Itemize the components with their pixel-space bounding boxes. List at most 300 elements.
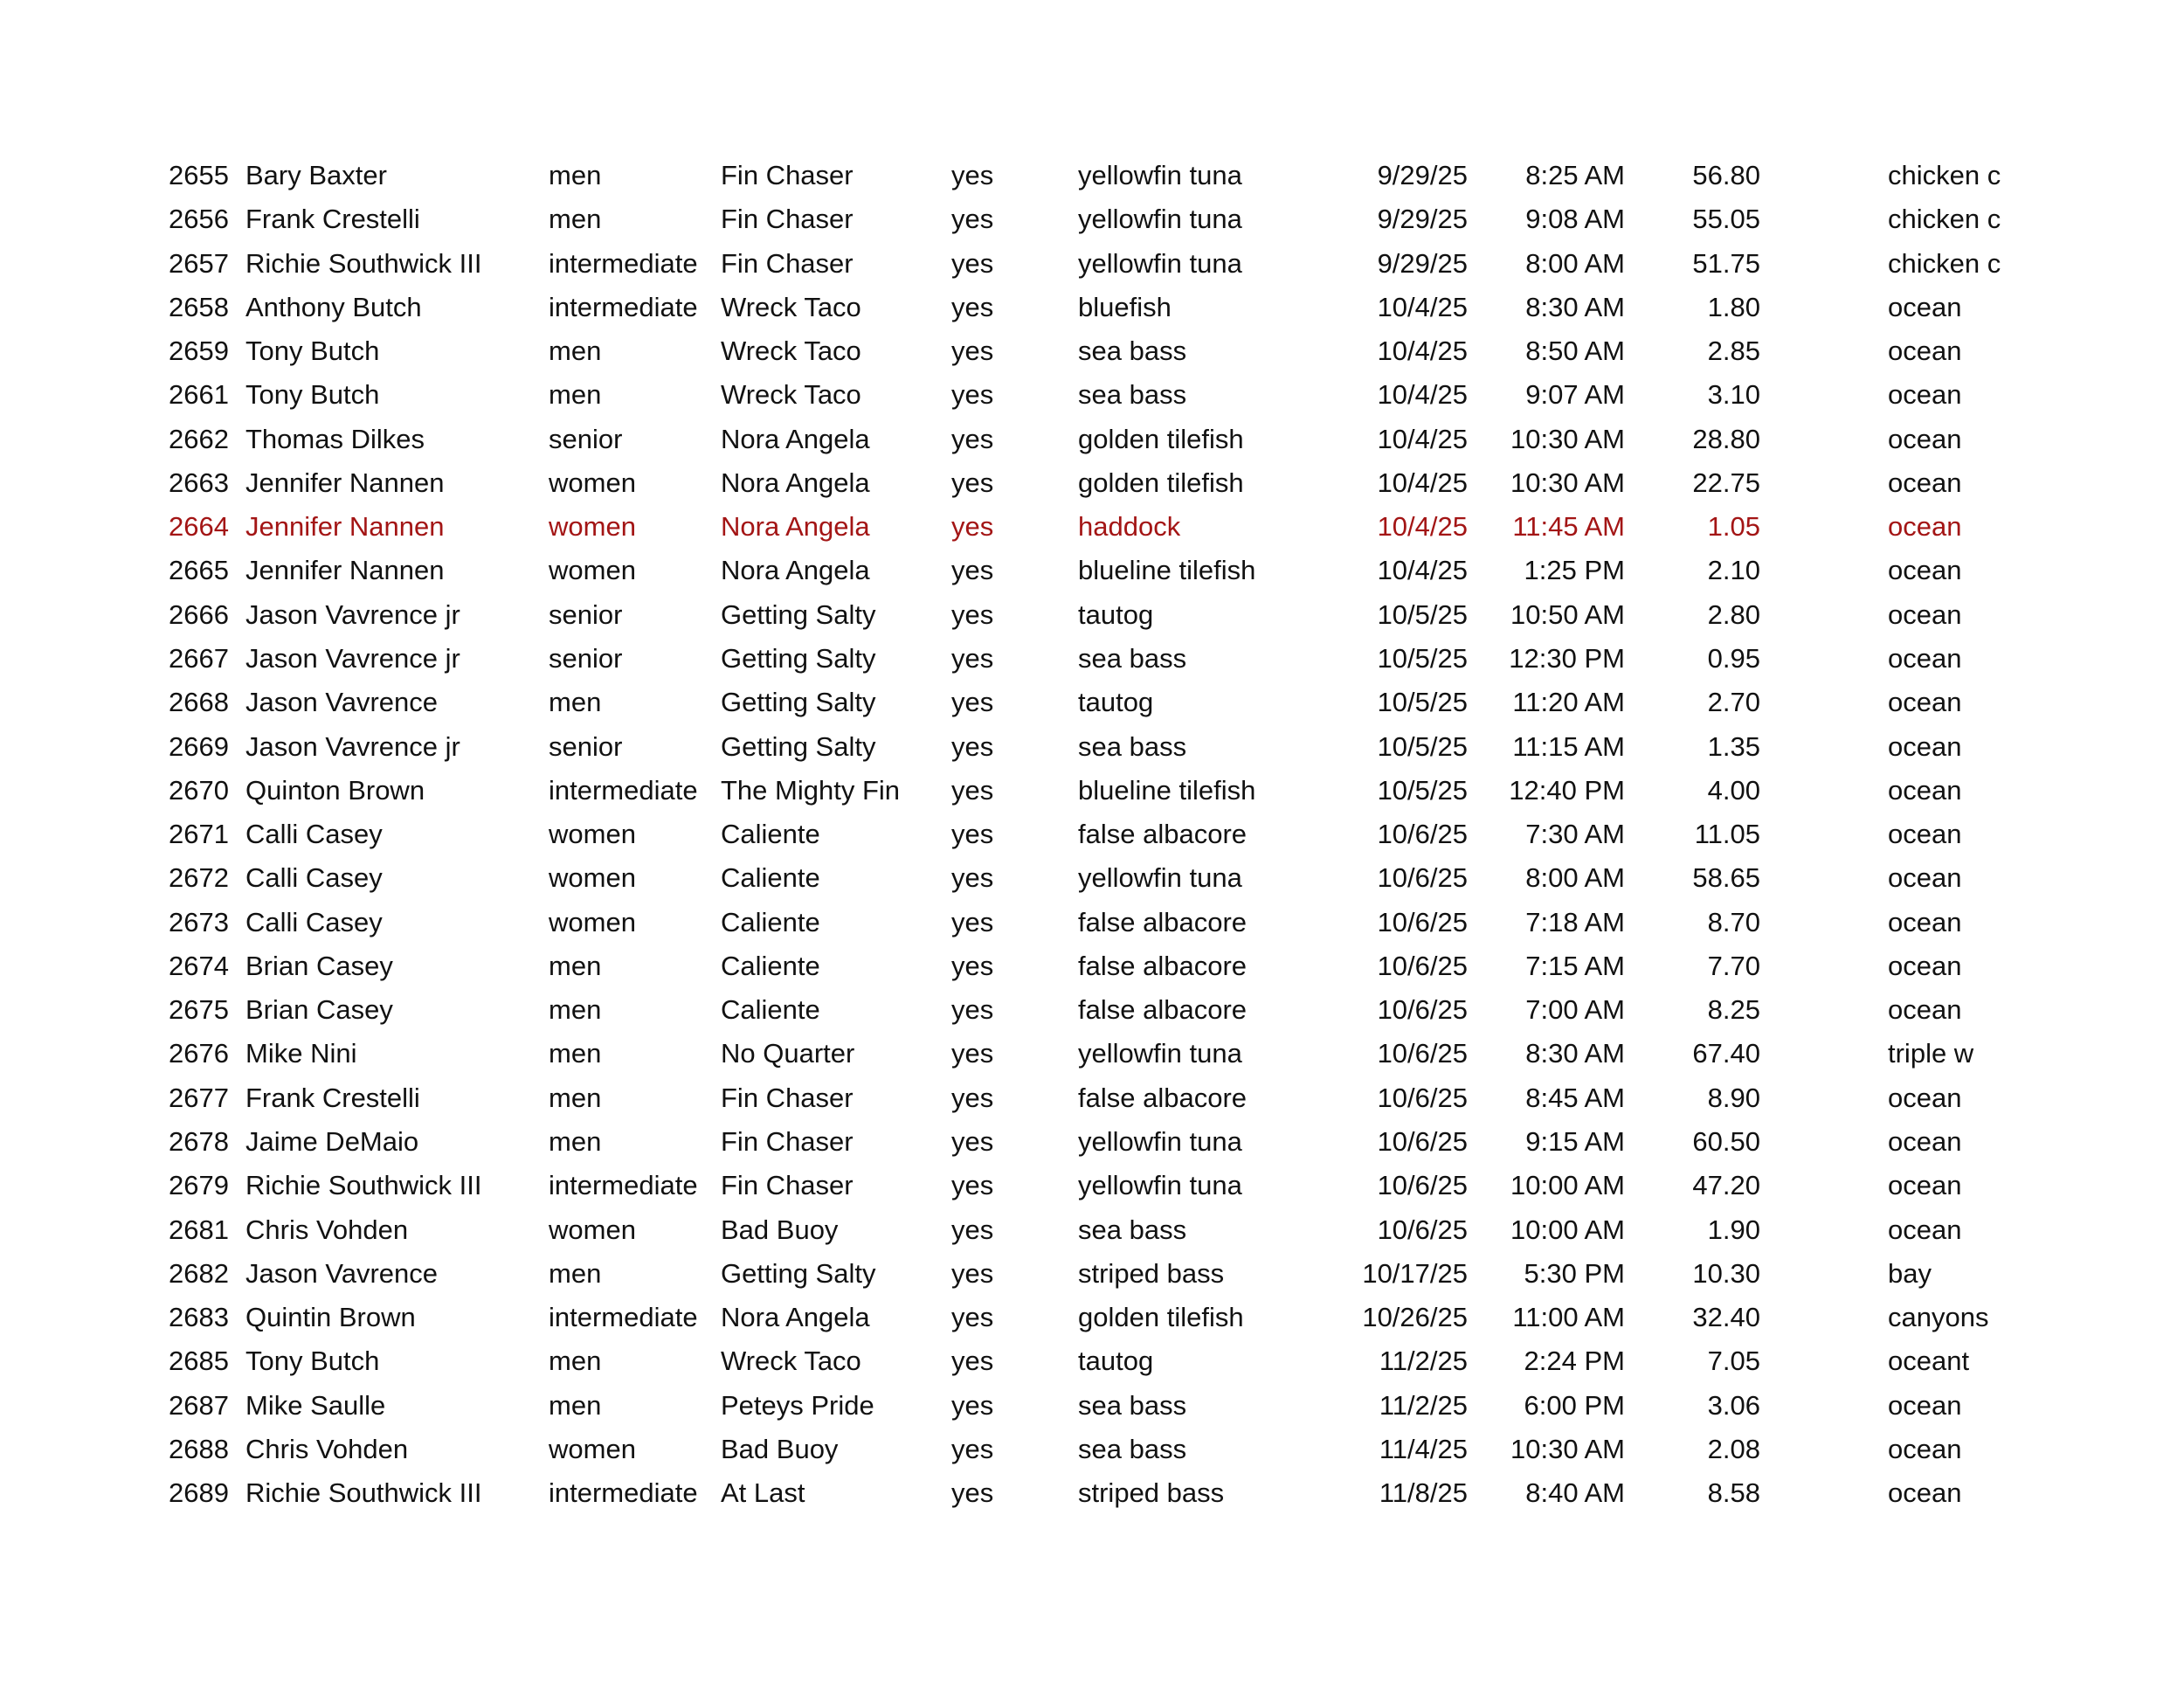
catch-date-cell: 11/4/25 — [1379, 1433, 1468, 1464]
eligible-flag-cell: yes — [951, 598, 994, 630]
angler-name-cell: Richie Southwick III — [245, 1477, 482, 1509]
angler-name-cell: Bary Baxter — [245, 160, 387, 190]
catch-date-cell: 10/5/25 — [1377, 730, 1468, 762]
boat-name-cell: Caliente — [721, 862, 820, 894]
catch-location-cell: ocean — [1888, 1082, 1962, 1113]
catch-location-cell: ocean — [1888, 1477, 1962, 1509]
division-cell: men — [549, 1257, 602, 1289]
division-cell: intermediate — [549, 774, 698, 806]
catch-location-cell: ocean — [1888, 1389, 1962, 1421]
species-cell: striped bass — [1078, 1257, 1225, 1289]
boat-name-cell: Nora Angela — [721, 467, 870, 498]
angler-name-cell: Quintin Brown — [245, 1302, 416, 1332]
catch-location-cell: ocean — [1888, 994, 1962, 1026]
table-row — [0, 373, 2184, 417]
catch-date-cell: 10/6/25 — [1377, 1170, 1468, 1201]
catch-time-cell: 9:08 AM — [1525, 204, 1625, 235]
catch-weight-cell: 7.70 — [1707, 950, 1760, 981]
catch-time-cell: 8:30 AM — [1525, 291, 1625, 322]
entry-id-cell: 2674 — [169, 950, 229, 981]
species-cell: tautog — [1078, 1346, 1154, 1377]
species-cell: sea bass — [1078, 336, 1187, 367]
boat-name-cell: Getting Salty — [721, 598, 876, 630]
catch-location-cell: ocean — [1888, 291, 1962, 322]
catch-weight-cell: 47.20 — [1692, 1170, 1760, 1201]
boat-name-cell: Wreck Taco — [721, 291, 861, 322]
catch-date-cell: 10/5/25 — [1377, 643, 1468, 674]
catch-date-cell: 10/6/25 — [1377, 994, 1468, 1026]
eligible-flag-cell: yes — [951, 291, 994, 322]
division-cell: women — [549, 511, 636, 543]
catch-weight-cell: 3.06 — [1707, 1389, 1760, 1421]
boat-name-cell: Bad Buoy — [721, 1433, 839, 1464]
boat-name-cell: Getting Salty — [721, 643, 876, 674]
catch-weight-cell: 11.05 — [1694, 819, 1760, 850]
entry-id-cell: 2687 — [169, 1389, 229, 1421]
catch-weight-cell: 58.65 — [1692, 862, 1760, 894]
catch-date-cell: 9/29/25 — [1377, 204, 1468, 235]
catch-time-cell: 10:30 AM — [1510, 467, 1625, 498]
angler-name-cell: Frank Crestelli — [245, 204, 420, 235]
angler-name-cell: Jason Vavrence jr — [245, 730, 460, 762]
eligible-flag-cell: yes — [951, 423, 994, 454]
eligible-flag-cell: yes — [951, 1214, 994, 1245]
entry-id-cell: 2679 — [169, 1170, 229, 1201]
catch-location-cell: chicken c — [1888, 160, 2001, 190]
catch-time-cell: 6:00 PM — [1524, 1389, 1625, 1421]
catch-weight-cell: 2.85 — [1707, 336, 1760, 367]
eligible-flag-cell: yes — [951, 819, 994, 850]
table-row — [0, 1252, 2184, 1296]
catch-date-cell: 10/4/25 — [1377, 423, 1468, 454]
catch-time-cell: 8:40 AM — [1525, 1477, 1625, 1509]
division-cell: men — [549, 204, 602, 235]
table-row — [0, 549, 2184, 592]
division-cell: men — [549, 379, 602, 411]
table-row — [0, 505, 2184, 549]
boat-name-cell: Fin Chaser — [721, 1082, 854, 1113]
division-cell: women — [549, 467, 636, 498]
boat-name-cell: Caliente — [721, 906, 820, 937]
catch-date-cell: 9/29/25 — [1377, 247, 1468, 279]
catch-location-cell: ocean — [1888, 862, 1962, 894]
catch-date-cell: 10/4/25 — [1377, 511, 1468, 543]
catch-time-cell: 5:30 PM — [1524, 1257, 1625, 1289]
boat-name-cell: Wreck Taco — [721, 1346, 861, 1377]
eligible-flag-cell: yes — [951, 1125, 994, 1157]
entry-id-cell: 2688 — [169, 1433, 229, 1464]
eligible-flag-cell: yes — [951, 1433, 994, 1464]
species-cell: yellowfin tuna — [1078, 160, 1242, 190]
catch-date-cell: 11/2/25 — [1379, 1346, 1468, 1377]
division-cell: men — [549, 336, 602, 367]
angler-name-cell: Jennifer Nannen — [245, 467, 445, 498]
table-row — [0, 637, 2184, 681]
angler-name-cell: Jason Vavrence — [245, 687, 438, 718]
angler-name-cell: Mike Saulle — [245, 1389, 386, 1421]
eligible-flag-cell: yes — [951, 906, 994, 937]
table-row — [0, 988, 2184, 1032]
angler-name-cell: Richie Southwick III — [245, 1170, 482, 1201]
boat-name-cell: Caliente — [721, 819, 820, 850]
species-cell: false albacore — [1078, 906, 1248, 937]
catch-time-cell: 10:30 AM — [1510, 423, 1625, 454]
eligible-flag-cell: yes — [951, 774, 994, 806]
catch-location-cell: ocean — [1888, 819, 1962, 850]
catch-time-cell: 7:15 AM — [1525, 950, 1625, 981]
angler-name-cell: Chris Vohden — [245, 1214, 409, 1245]
catch-date-cell: 11/8/25 — [1379, 1477, 1468, 1509]
catch-weight-cell: 0.95 — [1707, 643, 1760, 674]
catch-location-cell: ocean — [1888, 423, 1962, 454]
catch-location-cell: ocean — [1888, 687, 1962, 718]
table-row — [0, 1208, 2184, 1252]
entry-id-cell: 2678 — [169, 1125, 229, 1157]
eligible-flag-cell: yes — [951, 555, 994, 586]
angler-name-cell: Tony Butch — [245, 379, 380, 411]
angler-name-cell: Quinton Brown — [245, 774, 425, 806]
angler-name-cell: Jennifer Nannen — [245, 511, 445, 543]
division-cell: intermediate — [549, 247, 698, 279]
division-cell: women — [549, 819, 636, 850]
boat-name-cell: Caliente — [721, 994, 820, 1026]
division-cell: men — [549, 950, 602, 981]
catch-time-cell: 10:30 AM — [1510, 1433, 1625, 1464]
catch-location-cell: oceant — [1888, 1346, 1970, 1377]
boat-name-cell: Peteys Pride — [721, 1389, 874, 1421]
catch-location-cell: ocean — [1888, 1214, 1962, 1245]
table-row — [0, 197, 2184, 241]
table-row — [0, 418, 2184, 461]
catch-date-cell: 10/6/25 — [1377, 1038, 1468, 1069]
eligible-flag-cell: yes — [951, 511, 994, 543]
division-cell: men — [549, 1038, 602, 1069]
eligible-flag-cell: yes — [951, 1346, 994, 1377]
eligible-flag-cell: yes — [951, 204, 994, 235]
boat-name-cell: No Quarter — [721, 1038, 855, 1069]
catch-location-cell: ocean — [1888, 643, 1962, 674]
table-row — [0, 1428, 2184, 1471]
species-cell: yellowfin tuna — [1078, 204, 1242, 235]
table-row — [0, 1471, 2184, 1515]
angler-name-cell: Calli Casey — [245, 819, 383, 850]
table-row — [0, 461, 2184, 505]
boat-name-cell: Fin Chaser — [721, 247, 854, 279]
catch-weight-cell: 3.10 — [1707, 379, 1760, 411]
boat-name-cell: Wreck Taco — [721, 336, 861, 367]
angler-name-cell: Jason Vavrence jr — [245, 598, 460, 630]
eligible-flag-cell: yes — [951, 1257, 994, 1289]
species-cell: sea bass — [1078, 379, 1187, 411]
catch-time-cell: 7:18 AM — [1525, 906, 1625, 937]
catch-date-cell: 10/4/25 — [1377, 467, 1468, 498]
entry-id-cell: 2655 — [169, 160, 229, 190]
species-cell: golden tilefish — [1078, 1302, 1244, 1332]
angler-name-cell: Tony Butch — [245, 336, 380, 367]
division-cell: men — [549, 687, 602, 718]
entry-id-cell: 2656 — [169, 204, 229, 235]
catch-date-cell: 10/4/25 — [1377, 336, 1468, 367]
catch-location-cell: ocean — [1888, 950, 1962, 981]
catch-weight-cell: 28.80 — [1692, 423, 1760, 454]
catch-weight-cell: 2.10 — [1707, 555, 1760, 586]
eligible-flag-cell: yes — [951, 1038, 994, 1069]
entry-id-cell: 2673 — [169, 906, 229, 937]
eligible-flag-cell: yes — [951, 862, 994, 894]
catch-weight-cell: 67.40 — [1692, 1038, 1760, 1069]
boat-name-cell: Nora Angela — [721, 555, 870, 586]
species-cell: blueline tilefish — [1078, 555, 1256, 586]
catch-location-cell: ocean — [1888, 774, 1962, 806]
catch-date-cell: 10/5/25 — [1377, 687, 1468, 718]
catch-time-cell: 7:00 AM — [1525, 994, 1625, 1026]
catch-time-cell: 9:15 AM — [1525, 1125, 1625, 1157]
eligible-flag-cell: yes — [951, 336, 994, 367]
catch-date-cell: 9/29/25 — [1377, 160, 1468, 190]
angler-name-cell: Brian Casey — [245, 950, 393, 981]
catch-location-cell: ocean — [1888, 467, 1962, 498]
catch-time-cell: 7:30 AM — [1525, 819, 1625, 850]
catch-weight-cell: 60.50 — [1692, 1125, 1760, 1157]
catch-weight-cell: 1.80 — [1707, 291, 1760, 322]
catch-time-cell: 11:15 AM — [1512, 730, 1625, 762]
eligible-flag-cell: yes — [951, 247, 994, 279]
catch-location-cell: ocean — [1888, 511, 1962, 543]
angler-name-cell: Thomas Dilkes — [245, 423, 425, 454]
entry-id-cell: 2666 — [169, 598, 229, 630]
table-row — [0, 1296, 2184, 1339]
table-row — [0, 901, 2184, 944]
angler-name-cell: Jaime DeMaio — [245, 1125, 419, 1157]
entry-id-cell: 2681 — [169, 1214, 229, 1245]
entry-id-cell: 2659 — [169, 336, 229, 367]
entry-id-cell: 2672 — [169, 862, 229, 894]
species-cell: false albacore — [1078, 994, 1248, 1026]
division-cell: senior — [549, 643, 623, 674]
entry-id-cell: 2658 — [169, 291, 229, 322]
table-row — [0, 681, 2184, 724]
eligible-flag-cell: yes — [951, 950, 994, 981]
table-row — [0, 242, 2184, 286]
angler-name-cell: Anthony Butch — [245, 291, 422, 322]
catch-date-cell: 10/4/25 — [1377, 379, 1468, 411]
catch-location-cell: canyons — [1888, 1302, 1989, 1332]
catch-time-cell: 10:50 AM — [1510, 598, 1625, 630]
catch-date-cell: 10/5/25 — [1377, 774, 1468, 806]
angler-name-cell: Jason Vavrence jr — [245, 643, 460, 674]
catch-weight-cell: 8.90 — [1707, 1082, 1760, 1113]
catch-date-cell: 10/5/25 — [1377, 598, 1468, 630]
catch-weight-cell: 8.70 — [1707, 906, 1760, 937]
catch-date-cell: 10/4/25 — [1377, 555, 1468, 586]
boat-name-cell: Fin Chaser — [721, 1170, 854, 1201]
entry-id-cell: 2657 — [169, 247, 229, 279]
table-row — [0, 813, 2184, 856]
species-cell: golden tilefish — [1078, 423, 1244, 454]
division-cell: senior — [549, 423, 623, 454]
table-row — [0, 1339, 2184, 1383]
catch-time-cell: 11:20 AM — [1512, 687, 1625, 718]
catch-date-cell: 10/17/25 — [1362, 1257, 1468, 1289]
catch-weight-cell: 7.05 — [1707, 1346, 1760, 1377]
catch-location-cell: ocean — [1888, 598, 1962, 630]
angler-name-cell: Brian Casey — [245, 994, 393, 1026]
species-cell: haddock — [1078, 511, 1181, 543]
catch-time-cell: 8:00 AM — [1525, 862, 1625, 894]
table-row — [0, 1120, 2184, 1164]
division-cell: men — [549, 1346, 602, 1377]
catch-weight-cell: 8.58 — [1707, 1477, 1760, 1509]
angler-name-cell: Frank Crestelli — [245, 1082, 420, 1113]
catch-weight-cell: 2.80 — [1707, 598, 1760, 630]
entry-id-cell: 2663 — [169, 467, 229, 498]
division-cell: women — [549, 906, 636, 937]
catch-weight-cell: 4.00 — [1707, 774, 1760, 806]
boat-name-cell: Bad Buoy — [721, 1214, 839, 1245]
catch-weight-cell: 51.75 — [1692, 247, 1760, 279]
angler-name-cell: Richie Southwick III — [245, 247, 482, 279]
division-cell: intermediate — [549, 1302, 698, 1332]
catch-time-cell: 8:45 AM — [1525, 1082, 1625, 1113]
boat-name-cell: Fin Chaser — [721, 1125, 854, 1157]
table-row — [0, 1384, 2184, 1428]
table-row — [0, 725, 2184, 769]
catch-weight-cell: 1.90 — [1707, 1214, 1760, 1245]
species-cell: bluefish — [1078, 291, 1171, 322]
catch-location-cell: ocean — [1888, 379, 1962, 411]
species-cell: tautog — [1078, 687, 1154, 718]
species-cell: striped bass — [1078, 1477, 1225, 1509]
division-cell: men — [549, 160, 602, 190]
catch-time-cell: 10:00 AM — [1510, 1170, 1625, 1201]
division-cell: men — [549, 1125, 602, 1157]
eligible-flag-cell: yes — [951, 467, 994, 498]
catch-date-cell: 11/2/25 — [1379, 1389, 1468, 1421]
boat-name-cell: Getting Salty — [721, 1257, 876, 1289]
eligible-flag-cell: yes — [951, 730, 994, 762]
catch-location-cell: ocean — [1888, 1125, 1962, 1157]
division-cell: men — [549, 994, 602, 1026]
division-cell: intermediate — [549, 1170, 698, 1201]
division-cell: women — [549, 1433, 636, 1464]
division-cell: intermediate — [549, 1477, 698, 1509]
division-cell: intermediate — [549, 291, 698, 322]
catch-weight-cell: 55.05 — [1692, 204, 1760, 235]
catch-date-cell: 10/6/25 — [1377, 906, 1468, 937]
table-row — [0, 329, 2184, 373]
table-row — [0, 286, 2184, 329]
boat-name-cell: Fin Chaser — [721, 160, 854, 190]
catch-weight-cell: 32.40 — [1692, 1302, 1760, 1332]
entry-id-cell: 2676 — [169, 1038, 229, 1069]
catch-date-cell: 10/6/25 — [1377, 1214, 1468, 1245]
entry-id-cell: 2682 — [169, 1257, 229, 1289]
catch-weight-cell: 8.25 — [1707, 994, 1760, 1026]
eligible-flag-cell: yes — [951, 643, 994, 674]
catch-date-cell: 10/6/25 — [1377, 1125, 1468, 1157]
boat-name-cell: Caliente — [721, 950, 820, 981]
entry-id-cell: 2683 — [169, 1302, 229, 1332]
eligible-flag-cell: yes — [951, 1477, 994, 1509]
catch-weight-cell: 56.80 — [1692, 160, 1760, 190]
species-cell: sea bass — [1078, 730, 1187, 762]
boat-name-cell: Nora Angela — [721, 423, 870, 454]
entry-id-cell: 2667 — [169, 643, 229, 674]
catch-time-cell: 1:25 PM — [1524, 555, 1625, 586]
species-cell: false albacore — [1078, 819, 1248, 850]
catch-time-cell: 11:45 AM — [1512, 511, 1625, 543]
catch-time-cell: 12:40 PM — [1509, 774, 1625, 806]
entry-id-cell: 2661 — [169, 379, 229, 411]
division-cell: men — [549, 1082, 602, 1113]
catch-date-cell: 10/26/25 — [1362, 1302, 1468, 1332]
species-cell: yellowfin tuna — [1078, 862, 1242, 894]
catch-date-cell: 10/6/25 — [1377, 950, 1468, 981]
species-cell: false albacore — [1078, 950, 1248, 981]
division-cell: women — [549, 1214, 636, 1245]
division-cell: women — [549, 555, 636, 586]
division-cell: senior — [549, 598, 623, 630]
entry-id-cell: 2677 — [169, 1082, 229, 1113]
table-row — [0, 154, 2184, 197]
entry-id-cell: 2685 — [169, 1346, 229, 1377]
catch-weight-cell: 2.08 — [1707, 1433, 1760, 1464]
boat-name-cell: Fin Chaser — [721, 204, 854, 235]
catch-date-cell: 10/6/25 — [1377, 1082, 1468, 1113]
boat-name-cell: At Last — [721, 1477, 805, 1509]
catch-date-cell: 10/6/25 — [1377, 862, 1468, 894]
division-cell: senior — [549, 730, 623, 762]
boat-name-cell: Nora Angela — [721, 1302, 870, 1332]
angler-name-cell: Calli Casey — [245, 906, 383, 937]
entry-id-cell: 2665 — [169, 555, 229, 586]
species-cell: golden tilefish — [1078, 467, 1244, 498]
table-row — [0, 593, 2184, 637]
catch-location-cell: triple w — [1888, 1038, 1974, 1069]
catch-time-cell: 8:50 AM — [1525, 336, 1625, 367]
catch-time-cell: 11:00 AM — [1512, 1302, 1625, 1332]
angler-name-cell: Jason Vavrence — [245, 1257, 438, 1289]
species-cell: sea bass — [1078, 1389, 1187, 1421]
angler-name-cell: Calli Casey — [245, 862, 383, 894]
eligible-flag-cell: yes — [951, 1082, 994, 1113]
angler-name-cell: Jennifer Nannen — [245, 555, 445, 586]
species-cell: yellowfin tuna — [1078, 1170, 1242, 1201]
eligible-flag-cell: yes — [951, 687, 994, 718]
species-cell: sea bass — [1078, 643, 1187, 674]
boat-name-cell: Getting Salty — [721, 730, 876, 762]
table-row — [0, 1076, 2184, 1120]
catch-location-cell: ocean — [1888, 336, 1962, 367]
species-cell: false albacore — [1078, 1082, 1248, 1113]
catch-location-cell: ocean — [1888, 1170, 1962, 1201]
catch-location-cell: ocean — [1888, 730, 1962, 762]
table-row — [0, 1164, 2184, 1207]
catch-time-cell: 8:25 AM — [1525, 160, 1625, 190]
entry-id-cell: 2662 — [169, 423, 229, 454]
catch-time-cell: 8:30 AM — [1525, 1038, 1625, 1069]
angler-name-cell: Chris Vohden — [245, 1433, 409, 1464]
eligible-flag-cell: yes — [951, 994, 994, 1026]
catch-weight-cell: 1.35 — [1707, 730, 1760, 762]
division-cell: men — [549, 1389, 602, 1421]
boat-name-cell: Nora Angela — [721, 511, 870, 543]
entry-id-cell: 2689 — [169, 1477, 229, 1509]
catch-location-cell: bay — [1888, 1257, 1932, 1289]
catch-location-cell: chicken c — [1888, 204, 2001, 235]
catch-time-cell: 9:07 AM — [1525, 379, 1625, 411]
species-cell: yellowfin tuna — [1078, 247, 1242, 279]
